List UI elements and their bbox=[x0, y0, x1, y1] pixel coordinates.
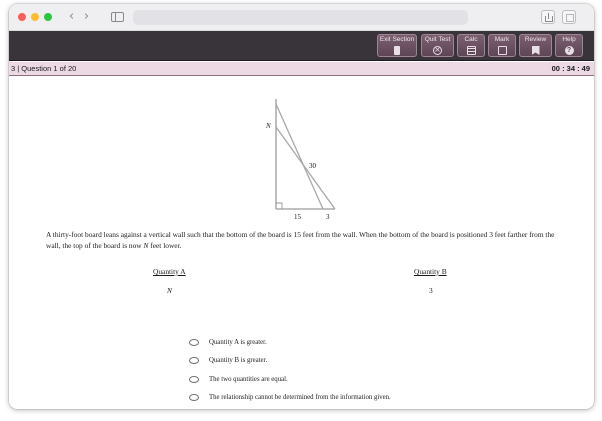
tabs-overview-icon[interactable] bbox=[562, 10, 576, 24]
choice-label: The two quantities are equal. bbox=[209, 375, 288, 383]
answer-choice-a[interactable] bbox=[189, 337, 267, 347]
review-label: Review bbox=[524, 36, 547, 43]
stem-text-1: A thirty-foot board leans against a vertical wall such that the bottom of the board is 15 feet from the wall. When the bottom of the board is positioned 3 feet farther from the wall, the top of the board is now bbox=[46, 230, 555, 250]
board-original-line bbox=[276, 104, 323, 209]
review-button[interactable] bbox=[519, 34, 552, 57]
exit-section-label: Exit Section bbox=[379, 36, 415, 43]
help-button[interactable] bbox=[555, 34, 583, 57]
address-bar[interactable] bbox=[133, 10, 468, 25]
status-bar bbox=[9, 62, 594, 76]
calculator-icon bbox=[467, 46, 476, 55]
mark-button[interactable] bbox=[488, 34, 516, 57]
browser-window bbox=[9, 4, 594, 409]
exit-section-button[interactable] bbox=[377, 34, 417, 57]
answer-choice-d[interactable] bbox=[189, 392, 391, 402]
stem-text-2: feet lower. bbox=[148, 241, 182, 250]
calc-label: Calc bbox=[464, 36, 478, 43]
stem-variable: N bbox=[143, 241, 149, 250]
mark-icon bbox=[498, 46, 507, 55]
question-counter: 3 | Question 1 of 20 bbox=[11, 64, 77, 73]
back-arrow-icon[interactable]: ‹ bbox=[68, 9, 75, 24]
exit-icon bbox=[394, 46, 400, 55]
right-angle-marker bbox=[276, 203, 282, 209]
choice-label: Quantity B is greater. bbox=[209, 356, 268, 364]
label-3: 3 bbox=[326, 213, 330, 221]
minimize-window-button[interactable] bbox=[31, 13, 39, 21]
test-toolbar bbox=[9, 31, 594, 61]
help-label: Help bbox=[562, 36, 576, 43]
quit-icon bbox=[433, 46, 442, 55]
quantity-b-value: 3 bbox=[429, 286, 433, 295]
countdown-timer[interactable]: 00 : 34 : 49 bbox=[551, 64, 590, 73]
radio-button[interactable] bbox=[189, 394, 199, 401]
board-moved-line bbox=[276, 127, 335, 209]
share-icon[interactable] bbox=[541, 10, 555, 24]
help-icon bbox=[565, 46, 574, 55]
close-window-button[interactable] bbox=[18, 13, 26, 21]
label-15: 15 bbox=[294, 213, 301, 221]
question-stem bbox=[46, 229, 556, 251]
calc-button[interactable] bbox=[457, 34, 485, 57]
quit-test-label: Quit Test bbox=[424, 36, 451, 43]
radio-button[interactable] bbox=[189, 357, 199, 364]
radio-button[interactable] bbox=[189, 339, 199, 346]
quantity-a-label: Quantity A bbox=[153, 267, 186, 276]
quit-test-button[interactable] bbox=[421, 34, 454, 57]
label-n: N bbox=[266, 122, 271, 130]
quantity-b-label: Quantity B bbox=[414, 267, 447, 276]
quantity-a-value: N bbox=[167, 286, 172, 295]
question-area bbox=[9, 77, 594, 409]
answer-choice-c[interactable] bbox=[189, 374, 288, 384]
answer-choice-b[interactable] bbox=[189, 355, 267, 365]
label-30: 30 bbox=[309, 162, 316, 170]
radio-button[interactable] bbox=[189, 376, 199, 383]
ladder-diagram bbox=[249, 95, 359, 225]
forward-arrow-icon[interactable]: › bbox=[83, 9, 90, 24]
choice-label: The relationship cannot be determined from the information given. bbox=[209, 393, 391, 401]
choice-label: Quantity A is greater. bbox=[209, 338, 267, 346]
zoom-window-button[interactable] bbox=[44, 13, 52, 21]
browser-toolbar bbox=[9, 4, 594, 31]
sidebar-icon[interactable] bbox=[111, 12, 124, 22]
mark-label: Mark bbox=[494, 36, 510, 43]
review-icon bbox=[532, 46, 540, 55]
